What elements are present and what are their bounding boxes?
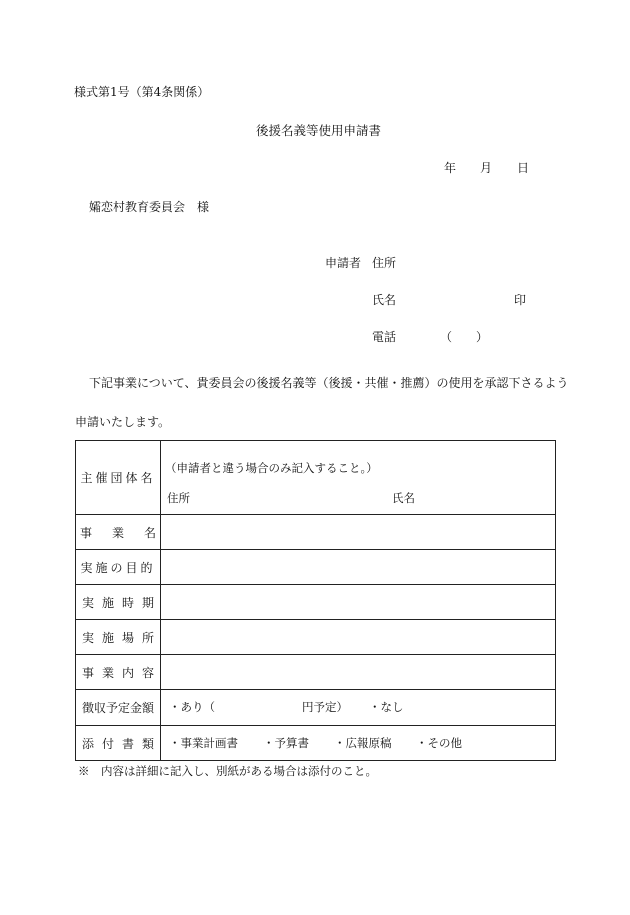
attachments-label: 添付書類: [81, 737, 162, 751]
business-name-value-cell[interactable]: [161, 515, 555, 549]
purpose-label-cell: [76, 550, 160, 584]
applicant-name-label: 氏名: [372, 293, 397, 307]
purpose-label: 実施の目的: [80, 560, 156, 575]
form-number: 様式第1号（第4条関係）: [74, 85, 210, 99]
fee-option-no[interactable]: ・なし: [369, 700, 404, 714]
attachments-value-cell[interactable]: [161, 726, 555, 761]
applicant-phone-label: 電話: [372, 330, 397, 344]
fee-label: 徴収予定金額: [81, 701, 154, 715]
attachments-label-cell: [76, 726, 160, 761]
body-text-line2: 申請いたします。: [75, 415, 171, 429]
attachment-budget[interactable]: ・予算書: [263, 736, 309, 750]
attachment-other[interactable]: ・その他: [416, 736, 462, 750]
date-year: 年: [444, 161, 457, 175]
purpose-value-cell[interactable]: [161, 550, 555, 584]
fee-option-yes[interactable]: ・あり（: [169, 700, 215, 714]
attachment-publicity-draft[interactable]: ・広報原稿: [334, 736, 392, 750]
attachment-business-plan[interactable]: ・事業計画書: [169, 736, 238, 750]
business-name-label-cell: [76, 515, 176, 549]
applicant-label: 申請者: [325, 256, 362, 270]
business-name-label: 事業名: [79, 525, 176, 540]
date-day: 日: [517, 161, 530, 175]
fee-value-cell[interactable]: [161, 690, 555, 725]
application-table: [75, 440, 556, 761]
location-label: 実施場所: [81, 630, 162, 645]
body-text-line1: 下記事業について、貴委員会の後援名義等（後援・共催・推薦）の使用を承認下さるよう: [89, 376, 569, 390]
organizer-label: 主催団体名: [80, 471, 156, 485]
content-label-cell: [76, 655, 160, 689]
organizer-label-cell: [76, 441, 160, 514]
date-month: 月: [480, 161, 493, 175]
organizer-name-label: 氏名: [392, 491, 415, 505]
location-value-cell[interactable]: [161, 620, 555, 654]
applicant-phone-paren: （ ）: [440, 330, 489, 344]
addressee: 孀恋村教育委員会 様: [89, 200, 210, 214]
period-label-cell: [76, 585, 160, 619]
organizer-address-label: 住所: [167, 491, 190, 505]
footnote: ※ 内容は詳細に記入し、別紙がある場合は添付のこと。: [78, 764, 377, 778]
content-value-cell[interactable]: [161, 655, 555, 689]
seal-mark: 印: [514, 293, 527, 307]
location-label-cell: [76, 620, 160, 654]
fee-label-cell: [76, 690, 160, 725]
fee-option-yes-end: 円予定）: [302, 700, 348, 714]
content-label: 事業内容: [81, 665, 162, 680]
period-label: 実施時期: [81, 595, 162, 610]
period-value-cell[interactable]: [161, 585, 555, 619]
page-title: 後援名義等使用申請書: [256, 123, 382, 138]
organizer-value-cell[interactable]: [161, 441, 555, 514]
organizer-note: （申請者と違う場合のみ記入すること。）: [165, 461, 378, 475]
applicant-address-label: 住所: [372, 256, 397, 270]
